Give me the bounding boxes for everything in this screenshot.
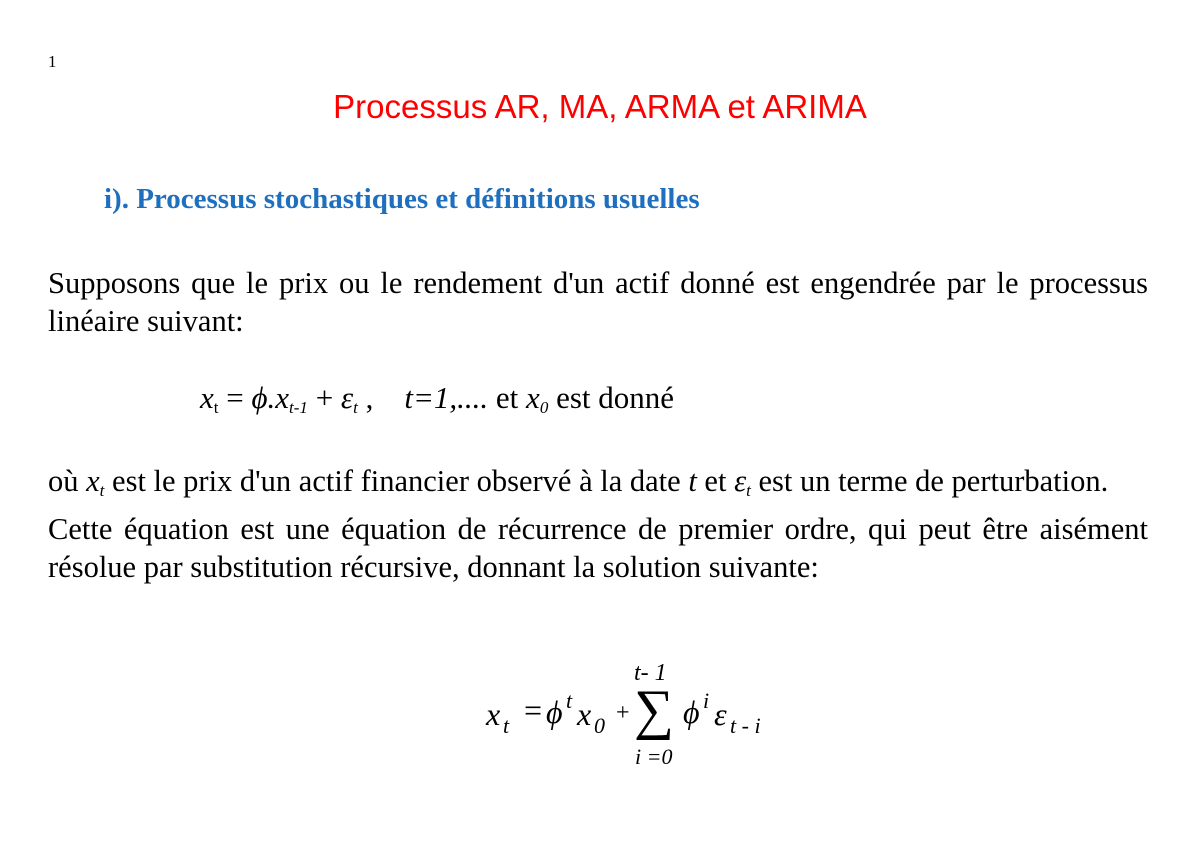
eq2-equals: =: [524, 692, 543, 728]
eq2-plus: +: [616, 700, 630, 726]
p2-t: t: [688, 464, 697, 498]
eq1-phi: ϕ: [251, 380, 268, 415]
eq2-sup-i: i: [703, 688, 710, 713]
eq2-lower-limit: i =0: [635, 744, 673, 769]
eq1-et: et: [488, 380, 527, 415]
eq2-sub-0: 0: [594, 713, 605, 738]
p2-end: est un terme de perturbation.: [750, 464, 1109, 498]
eq1-x: x: [200, 380, 214, 415]
sigma-icon: ∑: [634, 679, 674, 741]
p2-et: et: [696, 464, 735, 498]
eq1-sub-0: 0: [539, 398, 549, 417]
eq1-sub-t-1: t-1: [289, 398, 308, 417]
eq1-equals: =: [218, 380, 252, 415]
eq2-sub-t: t: [503, 713, 510, 738]
eq1-range: t=1,....: [404, 380, 489, 415]
page-number: 1: [48, 52, 57, 71]
eq1-dot-x: .x: [267, 380, 290, 415]
equation-recurrence: [200, 380, 674, 418]
eq1-comma: ,: [357, 380, 405, 415]
eq2-sub-ti: t - i: [730, 713, 761, 738]
eq1-given: est donné: [548, 380, 675, 415]
eq2-upper-limit: t- 1: [634, 660, 667, 686]
equation-solution: [480, 640, 800, 780]
p2-middle: est le prix d'un actif financier observé à la date: [104, 464, 689, 498]
section-heading: i). Processus stochastiques et définitions usuelles: [104, 183, 700, 215]
eq2-phi2: ϕ: [683, 694, 700, 730]
page-title: Processus AR, MA, ARMA et ARIMA: [333, 88, 867, 125]
recurrence-paragraph: Cette équation est une équation de récurrence de premier ordre, qui peut être aisément résolue par substitution récursive, donnant la solution suivante:: [48, 512, 1148, 584]
eq1-sub-t: t: [213, 398, 219, 417]
p2-ou: où: [48, 464, 87, 498]
definition-paragraph: [48, 462, 1148, 586]
intro-paragraph: Supposons que le prix ou le rendement d'un actif donné est engendrée par le processus linéaire suivant:: [48, 266, 1148, 338]
eq1-x0: x: [526, 380, 540, 415]
eq2-eps: ε: [714, 696, 727, 732]
eq1-plus: +: [307, 380, 341, 415]
eq2-x0: x: [577, 696, 592, 732]
eq2-phi: ϕ: [546, 694, 563, 730]
eq2-x: x: [486, 696, 501, 732]
p2-x: x: [86, 464, 100, 498]
p2-sub-t2: t: [746, 481, 751, 500]
p2-sub-t: t: [99, 481, 105, 500]
p2-eps: ε: [734, 464, 747, 498]
eq2-sup-t: t: [566, 688, 573, 713]
eq1-sub-t2: t: [353, 398, 358, 417]
eq1-eps: ε: [340, 380, 354, 415]
